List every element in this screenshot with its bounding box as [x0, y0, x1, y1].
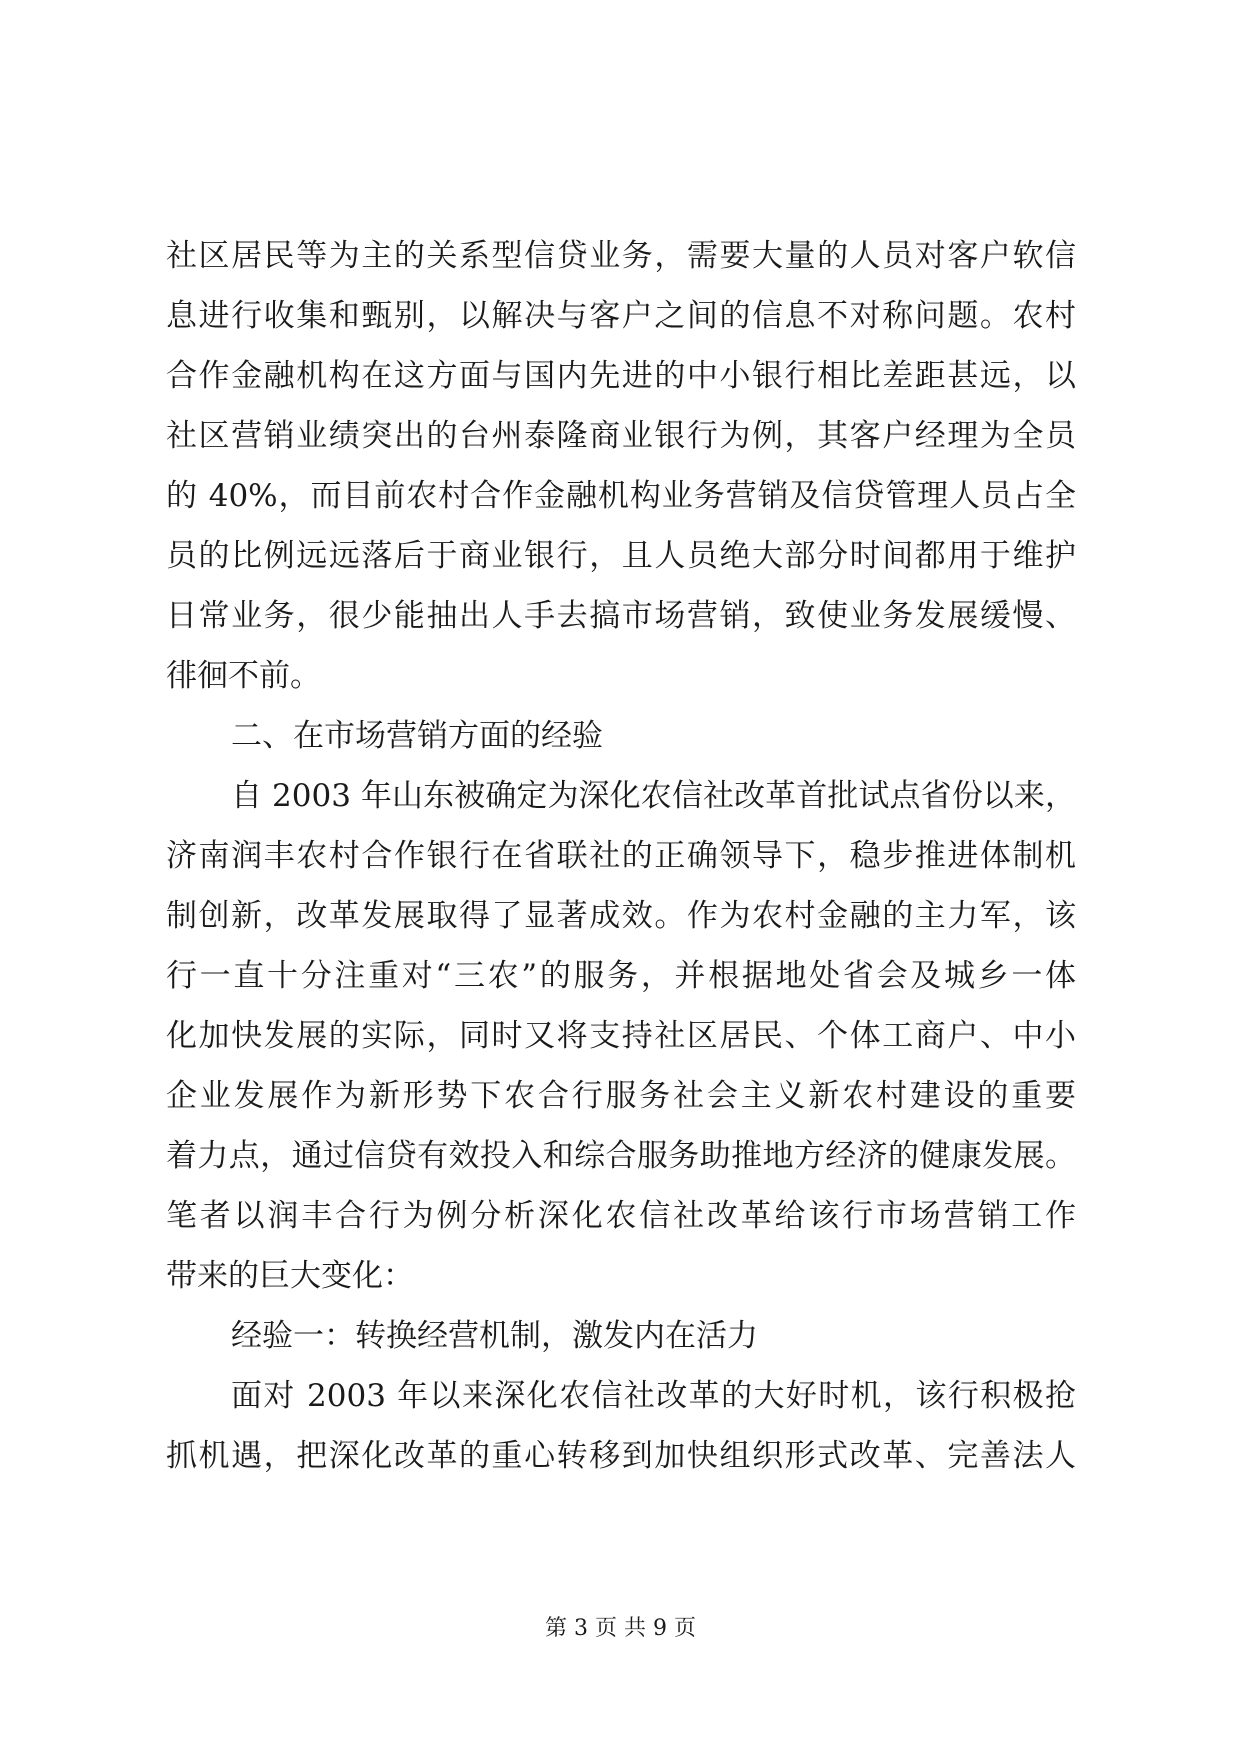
paragraph-line: 济南润丰农村合作银行在省联社的正确领导下，稳步推进体制机 — [166, 838, 1076, 874]
paragraph-line: 笔者以润丰合行为例分析深化农信社改革给该行市场营销工作 — [166, 1198, 1076, 1234]
body-text — [166, 226, 1076, 1486]
paragraph-line: 徘徊不前。 — [166, 658, 321, 694]
paragraph-line: 自 2003 年山东被确定为深化农信社改革首批试点省份以来， — [231, 778, 1076, 814]
paragraph-line: 企业发展作为新形势下农合行服务社会主义新农村建设的重要 — [166, 1078, 1076, 1114]
paragraph-line: 合作金融机构在这方面与国内先进的中小银行相比差距甚远，以 — [166, 358, 1076, 394]
page-footer — [0, 1614, 1241, 1644]
paragraph-line: 带来的巨大变化： — [166, 1258, 414, 1294]
paragraph-line: 员的比例远远落后于商业银行，且人员绝大部分时间都用于维护 — [166, 538, 1076, 574]
paragraph-line: 社区营销业绩突出的台州泰隆商业银行为例，其客户经理为全员 — [166, 418, 1076, 454]
section-heading: 二、在市场营销方面的经验 — [231, 718, 603, 754]
paragraph-line: 化加快发展的实际，同时又将支持社区居民、个体工商户、中小 — [166, 1018, 1076, 1054]
page-number: 第 3 页 共 9 页 — [545, 1616, 696, 1641]
paragraph-line: 社区居民等为主的关系型信贷业务，需要大量的人员对客户软信 — [166, 238, 1076, 274]
paragraph-line: 日常业务，很少能抽出人手去搞市场营销，致使业务发展缓慢、 — [166, 598, 1076, 634]
paragraph-line: 抓机遇，把深化改革的重心转移到加快组织形式改革、完善法人 — [166, 1438, 1076, 1474]
paragraph-line: 面对 2003 年以来深化农信社改革的大好时机，该行积极抢 — [231, 1378, 1076, 1414]
paragraph-line: 着力点，通过信贷有效投入和综合服务助推地方经济的健康发展。 — [166, 1138, 1076, 1174]
subsection-heading: 经验一：转换经营机制，激发内在活力 — [231, 1318, 758, 1354]
paragraph-line: 行一直十分注重对“三农”的服务，并根据地处省会及城乡一体 — [166, 958, 1076, 994]
paragraph-line: 的 40%，而目前农村合作金融机构业务营销及信贷管理人员占全 — [166, 478, 1076, 514]
paragraph-line: 息进行收集和甄别，以解决与客户之间的信息不对称问题。农村 — [166, 298, 1076, 334]
paragraph-line: 制创新，改革发展取得了显著成效。作为农村金融的主力军，该 — [166, 898, 1076, 934]
